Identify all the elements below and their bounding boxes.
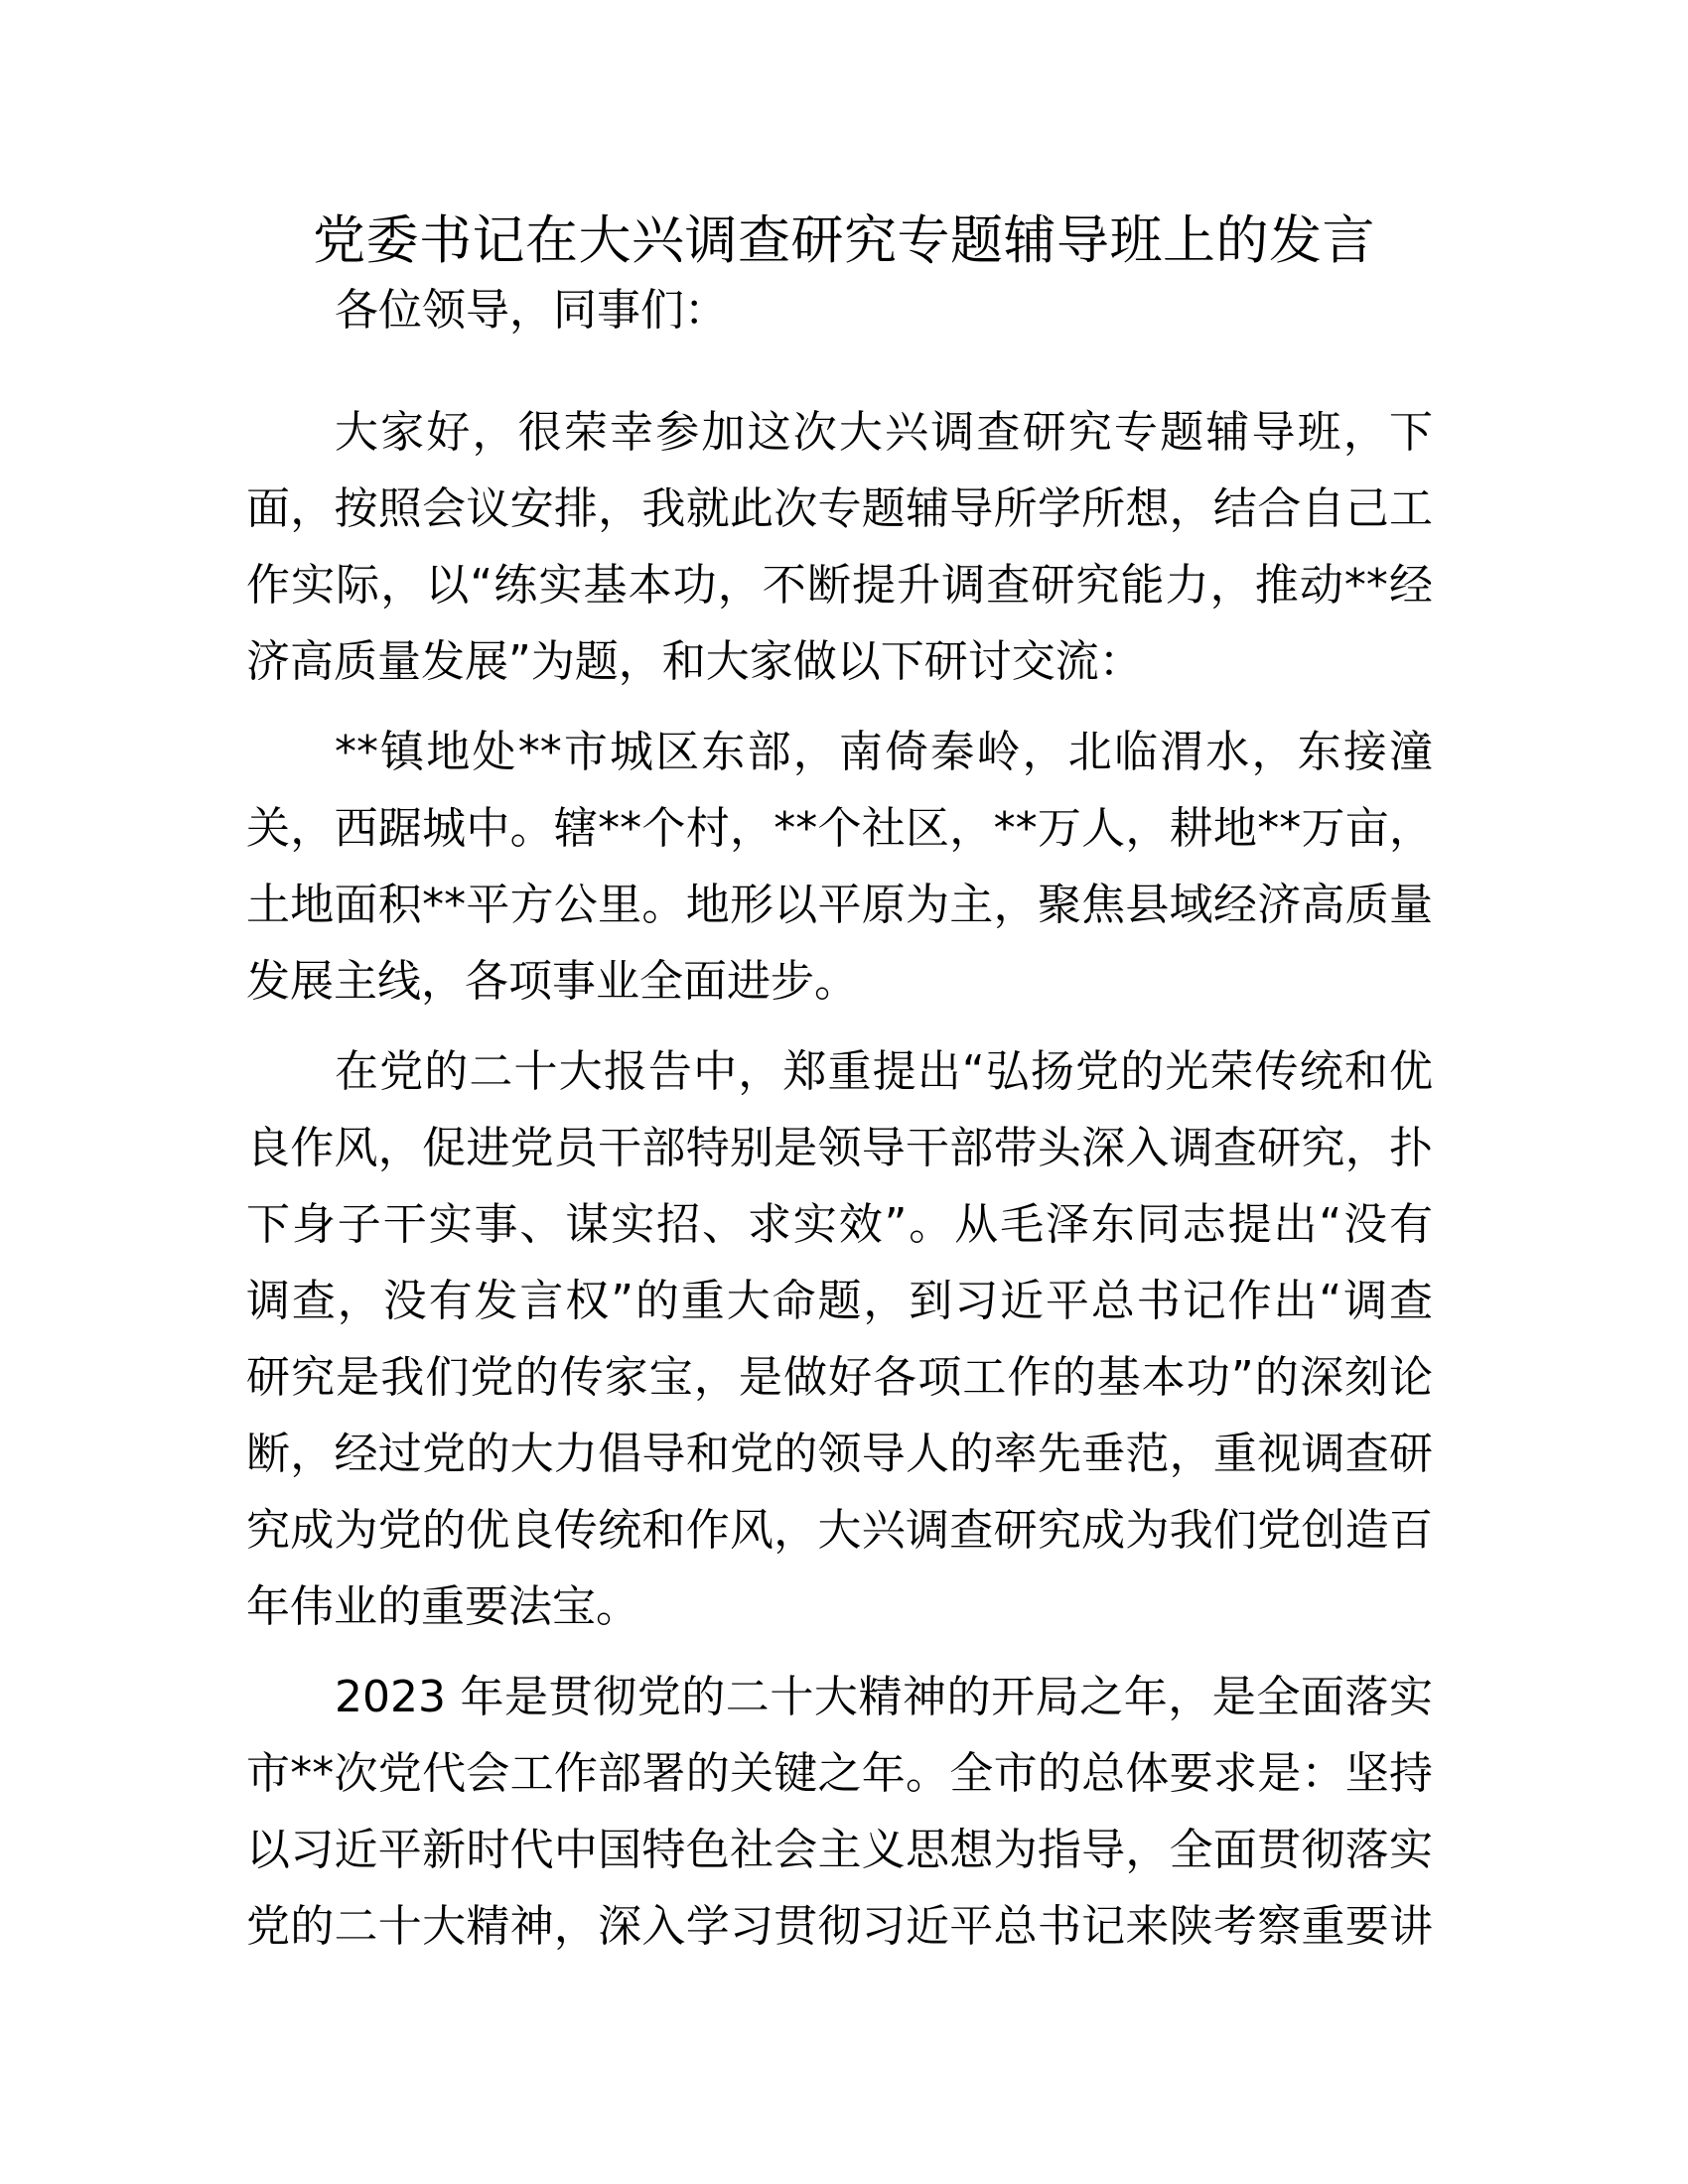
paragraph-line: 关，西踞城中。辖**个村，**个社区，**万人，耕地**万亩， bbox=[246, 803, 1433, 854]
paragraph-line: **镇地处**市城区东部，南倚秦岭，北临渭水，东接潼 bbox=[335, 727, 1433, 777]
paragraph-line: 究成为党的优良传统和作风，大兴调查研究成为我们党创造百 bbox=[246, 1505, 1433, 1556]
paragraph-line: 调查，没有发言权”的重大命题，到习近平总书记作出“调查 bbox=[246, 1276, 1433, 1326]
paragraph-line: 济高质量发展”为题，和大家做以下研讨交流： bbox=[246, 636, 1143, 687]
paragraph-line: 下身子干实事、谋实招、求实效”。从毛泽东同志提出“没有 bbox=[246, 1199, 1433, 1250]
paragraph-line: 发展主线，各项事业全面进步。 bbox=[246, 956, 858, 1007]
document-title: 党委书记在大兴调查研究专题辅导班上的发言 bbox=[313, 210, 1375, 271]
paragraph-line: 以习近平新时代中国特色社会主义思想为指导，全面贯彻落实 bbox=[246, 1825, 1433, 1875]
salutation: 各位领导，同事们： bbox=[335, 285, 728, 336]
paragraph-line: 2023 年是贯彻党的二十大精神的开局之年，是全面落实 bbox=[335, 1672, 1433, 1722]
paragraph-line: 土地面积**平方公里。地形以平原为主，聚焦县域经济高质量 bbox=[246, 880, 1433, 930]
paragraph-line: 面，按照会议安排，我就此次专题辅导所学所想，结合自己工 bbox=[246, 483, 1433, 534]
paragraph-line: 良作风，促进党员干部特别是领导干部带头深入调查研究，扑 bbox=[246, 1123, 1433, 1173]
paragraph-line: 大家好，很荣幸参加这次大兴调查研究专题辅导班，下 bbox=[335, 407, 1433, 458]
paragraph-line: 市**次党代会工作部署的关键之年。全市的总体要求是：坚持 bbox=[246, 1748, 1433, 1799]
paragraph-line: 党的二十大精神，深入学习贯彻习近平总书记来陕考察重要讲 bbox=[246, 1901, 1433, 1952]
paragraph-line: 研究是我们党的传家宝，是做好各项工作的基本功”的深刻论 bbox=[246, 1352, 1433, 1403]
paragraph-line: 断，经过党的大力倡导和党的领导人的率先垂范，重视调查研 bbox=[246, 1429, 1433, 1479]
paragraph-line: 在党的二十大报告中，郑重提出“弘扬党的光荣传统和优 bbox=[335, 1046, 1433, 1097]
paragraph-line: 作实际，以“练实基本功，不断提升调查研究能力，推动**经 bbox=[246, 560, 1433, 611]
paragraph-line: 年伟业的重要法宝。 bbox=[246, 1581, 639, 1632]
